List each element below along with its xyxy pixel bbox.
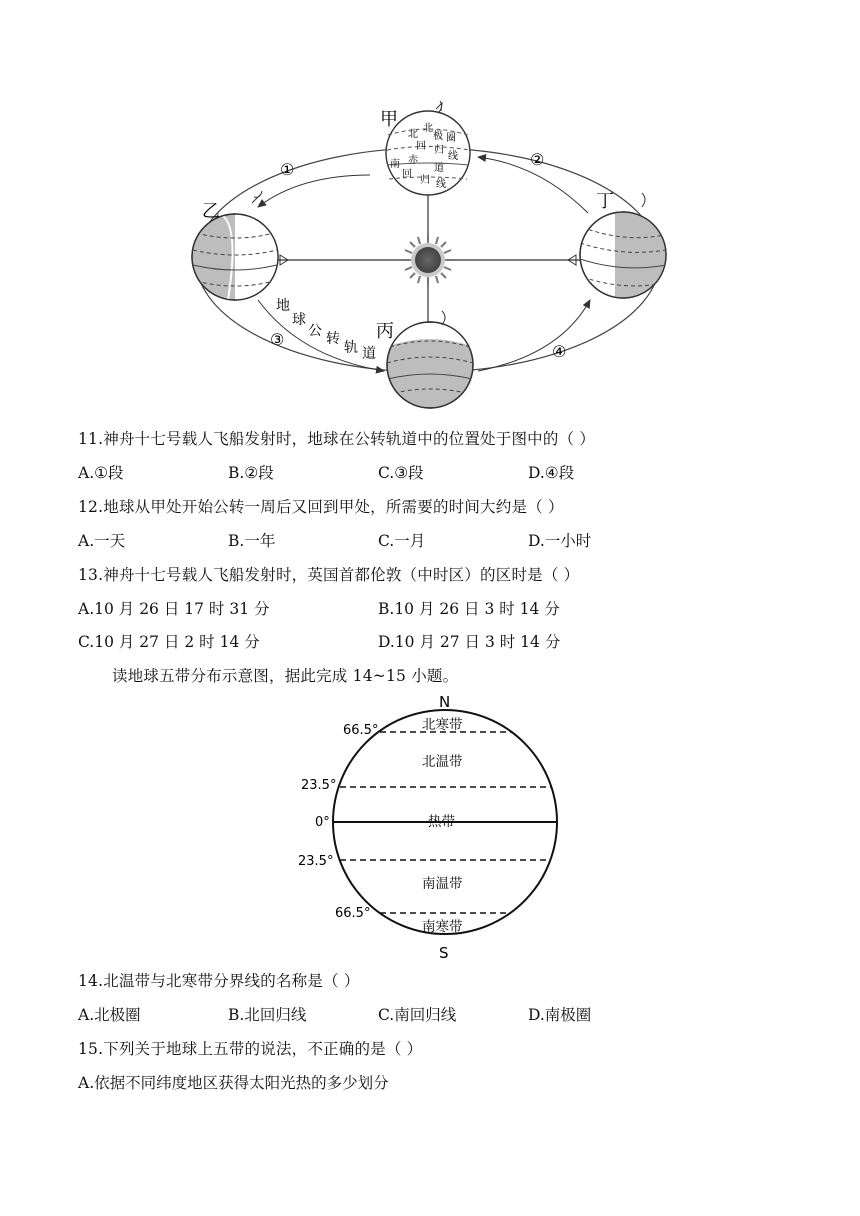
five-zones-diagram [290, 688, 580, 963]
q15-option-a[interactable]: A.依据不同纬度地区获得太阳光热的多少划分 [78, 1074, 389, 1092]
zone-tropical: 热带 [428, 814, 455, 830]
segment-label-2: ② [530, 150, 545, 169]
svg-text:归: 归 [420, 175, 430, 186]
svg-text:转: 转 [326, 331, 340, 347]
q11-option-c[interactable]: C.③段 [378, 464, 424, 482]
zone-north-frigid: 北寒带 [422, 717, 463, 733]
q13-option-b[interactable]: B.10 月 26 日 3 时 14 分 [378, 600, 560, 618]
segment-label-4: ④ [552, 342, 567, 361]
intro-14-15: 读地球五带分布示意图，据此完成 14~15 小题。 [112, 667, 459, 685]
label-yi: 乙 [202, 201, 220, 222]
zone-south-frigid: 南寒带 [422, 919, 463, 935]
svg-text:回: 回 [402, 169, 412, 180]
south-label: S [439, 944, 449, 962]
question-15-stem: 15.下列关于地球上五带的说法，不正确的是（ ） [78, 1040, 423, 1058]
label-ding: 丁 [596, 191, 614, 212]
q12-option-a[interactable]: A.一天 [78, 532, 126, 550]
q14-option-d[interactable]: D.南极圈 [528, 1006, 592, 1024]
lat-label-23n: 23.5° [301, 778, 337, 793]
svg-text:回: 回 [416, 141, 426, 152]
q14-option-a[interactable]: A.北极圈 [78, 1006, 141, 1024]
q11-option-a[interactable]: A.①段 [78, 464, 124, 482]
svg-text:赤: 赤 [408, 155, 418, 166]
orbit-label [276, 297, 376, 362]
svg-text:地: 地 [276, 298, 290, 314]
label-bing: 丙 [376, 321, 394, 342]
q11-option-d[interactable]: D.④段 [528, 464, 575, 482]
q12-option-d[interactable]: D.一小时 [528, 532, 592, 550]
question-13-stem: 13.神舟十七号载人飞船发射时，英国首都伦敦（中时区）的区时是（ ） [78, 566, 580, 584]
north-label: N [439, 693, 451, 711]
question-11-stem: 11.神舟十七号载人飞船发射时，地球在公转轨道中的位置处于图中的（ ） [78, 430, 596, 448]
lat-label-23s: 23.5° [298, 854, 334, 869]
question-12-stem: 12.地球从甲处开始公转一周后又回到甲处，所需要的时间大约是（ ） [78, 498, 564, 516]
svg-text:圈: 圈 [446, 133, 456, 144]
q14-option-c[interactable]: C.南回归线 [378, 1006, 457, 1024]
svg-text:道: 道 [434, 163, 444, 174]
lat-label-66n: 66.5° [343, 723, 379, 738]
q12-option-b[interactable]: B.一年 [228, 532, 276, 550]
q13-option-d[interactable]: D.10 月 27 日 3 时 14 分 [378, 633, 561, 651]
sun-icon [402, 234, 454, 286]
svg-text:归: 归 [434, 145, 444, 156]
svg-text:北: 北 [408, 129, 418, 140]
orbit-diagram [180, 95, 680, 415]
svg-text:北: 北 [423, 123, 433, 134]
segment-label-3: ③ [270, 330, 285, 349]
lat-label-0: 0° [315, 815, 330, 830]
svg-text:公: 公 [308, 323, 322, 339]
question-14-stem: 14.北温带与北寒带分界线的名称是（ ） [78, 972, 360, 990]
q12-option-c[interactable]: C.一月 [378, 532, 426, 550]
svg-text:极: 极 [433, 131, 443, 142]
q11-option-b[interactable]: B.②段 [228, 464, 274, 482]
q13-option-c[interactable]: C.10 月 27 日 2 时 14 分 [78, 633, 260, 651]
q13-option-a[interactable]: A.10 月 26 日 17 时 31 分 [78, 600, 270, 618]
zone-north-temperate: 北温带 [422, 754, 463, 770]
svg-text:线: 线 [448, 151, 458, 162]
svg-text:轨: 轨 [344, 340, 358, 356]
q14-option-b[interactable]: B.北回归线 [228, 1006, 307, 1024]
globe-ding [580, 193, 671, 305]
label-jia: 甲 [380, 109, 398, 130]
svg-text:南: 南 [390, 159, 400, 170]
svg-text:球: 球 [292, 312, 306, 328]
lat-label-66s: 66.5° [335, 906, 371, 921]
svg-text:线: 线 [436, 179, 446, 190]
zone-south-temperate: 南温带 [422, 876, 463, 892]
globe-bing [387, 311, 473, 408]
svg-text:道: 道 [362, 346, 376, 362]
segment-label-1: ① [280, 160, 295, 179]
